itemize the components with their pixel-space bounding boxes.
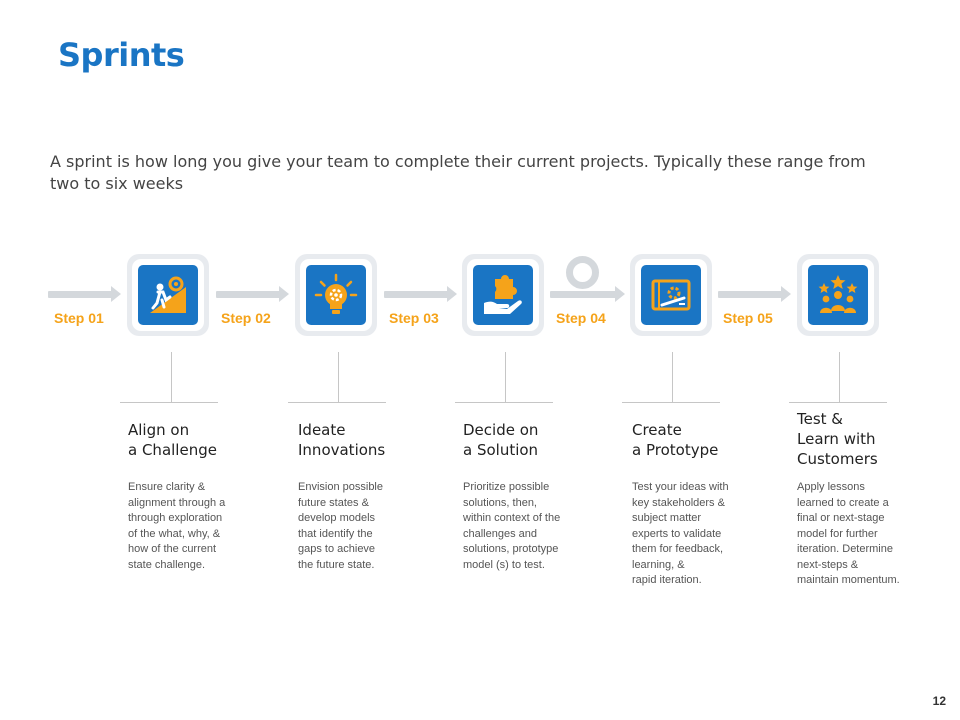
intro-text: A sprint is how long you give your team to complete their current projects. Typically these range from two to six weeks [50,152,866,193]
connector-line [288,402,386,403]
timeline-arrow [550,291,616,298]
timeline-arrow [384,291,448,298]
blueprint-gear-icon [649,273,693,317]
lightbulb-gear-icon [314,273,358,317]
step-title: Test & Learn with Customers [797,410,878,468]
step-description: Ensure clarity & alignment through a through exploration of the what, why, & how of the current state challenge. [128,481,226,571]
step-icon-frame [630,254,712,336]
step-icon-frame [462,254,544,336]
step-description: Test your ideas with key stakeholders & subject matter experts to validate them for feedback, learning, & rapid iteration. [632,481,729,586]
page-title: Sprints [58,36,185,74]
connector-line [672,352,673,402]
connector-line [622,402,720,403]
step-icon-frame [295,254,377,336]
connector-line [789,402,887,403]
step-label-03: Step 03 [389,310,439,326]
step-description: Envision possible future states & develop models that identify the gaps to achieve the future state. [298,481,383,571]
step-label-02: Step 02 [221,310,271,326]
connector-line [171,352,172,402]
connector-line [839,352,840,402]
page-number: 12 [932,694,946,708]
connector-line [120,402,218,403]
puzzle-hand-icon [481,273,525,317]
connector-line [338,352,339,402]
step-label-01: Step 01 [54,310,104,326]
timeline-arrow [216,291,280,298]
step-title: Align on a Challenge [128,421,217,459]
climbing-gear-icon [146,273,190,317]
loop-icon [566,256,599,289]
step-title: Decide on a Solution [463,421,539,459]
step-icon-frame [127,254,209,336]
step-label-04: Step 04 [556,310,606,326]
team-stars-icon [816,273,860,317]
timeline-arrow [48,291,112,298]
connector-line [455,402,553,403]
step-description: Prioritize possible solutions, then, within context of the challenges and solutions, prototype model (s) to test. [463,481,561,571]
step-description: Apply lessons learned to create a final or next-stage model for further iteration. Determine next-steps & maintain momentum. [797,481,900,586]
step-icon-frame [797,254,879,336]
step-title: Ideate Innovations [298,421,386,459]
connector-line [505,352,506,402]
step-title: Create a Prototype [632,421,719,459]
timeline-arrow [718,291,782,298]
step-label-05: Step 05 [723,310,773,326]
